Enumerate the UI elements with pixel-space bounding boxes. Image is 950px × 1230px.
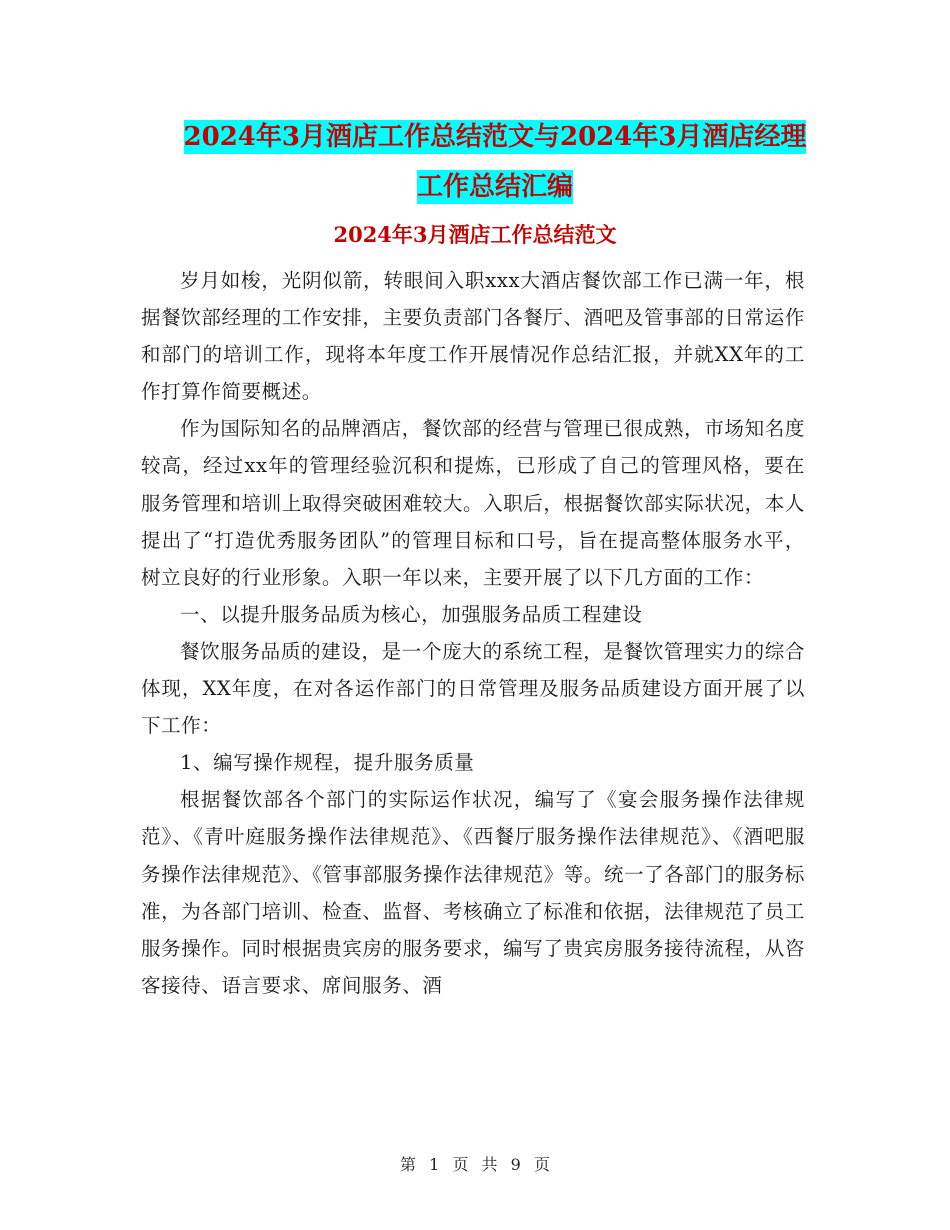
footer-label-page: 第 <box>400 1155 417 1174</box>
document-title-line-2: 工作总结汇编 <box>416 172 573 202</box>
heading-1: 一、以提升服务品质为核心，加强服务品质工程建设 <box>180 602 643 626</box>
document-title-line-1: 2024年3月酒店工作总结范文与2024年3月酒店经理 <box>183 122 807 152</box>
page-footer <box>0 1152 950 1175</box>
paragraph-2: 作为国际知名的品牌酒店，餐饮部的经营与管理已很成熟，市场知名度较高，经过xx年的管理经验沉积和提炼，已形成了自己的管理风格，要在服务管理和培训上取得突破困难较大。入职后，根据餐饮部实际状况，本人提出了“打造优秀服务团队”的管理目标和口号，旨在提高整体服务水平，树立良好的行业形象。入职一年以来，主要开展了以下几方面的工作： <box>141 417 805 589</box>
footer-label-page-unit: 页 <box>452 1155 469 1174</box>
subheading-1: 1、编写操作规程，提升服务质量 <box>180 751 475 775</box>
footer-label-total-unit: 页 <box>533 1155 550 1174</box>
section-title: 2024年3月酒店工作总结范文 <box>333 222 617 247</box>
footer-total-pages: 9 <box>510 1155 521 1174</box>
document-body <box>141 262 805 1004</box>
paragraph-3: 餐饮服务品质的建设，是一个庞大的系统工程，是餐饮管理实力的综合体现，XX年度，在对各运作部门的日常管理及服务品质建设方面开展了以下工作： <box>141 639 805 738</box>
footer-label-total: 共 <box>481 1155 498 1174</box>
footer-current-page: 1 <box>429 1155 440 1174</box>
paragraph-4: 根据餐饮部各个部门的实际运作状况，编写了《宴会服务操作法律规范》、《青叶庭服务操作法律规范》、《西餐厅服务操作法律规范》、《酒吧服务操作法律规范》、《管事部服务操作法律规范》等。统一了各部门的服务标准，为各部门培训、检查、监督、考核确立了标准和依据，法律规范了员工服务操作。同时根据贵宾房的服务要求，编写了贵宾房服务接待流程，从咨客接待、语言要求、席间服务、酒 <box>141 788 805 997</box>
paragraph-1: 岁月如梭，光阴似箭，转眼间入职xxx大酒店餐饮部工作已满一年，根据餐饮部经理的工作安排，主要负责部门各餐厅、酒吧及管事部的日常运作和部门的培训工作，现将本年度工作开展情况作总结汇报，并就XX年的工作打算作简要概述。 <box>141 269 805 404</box>
document-title <box>140 112 850 212</box>
